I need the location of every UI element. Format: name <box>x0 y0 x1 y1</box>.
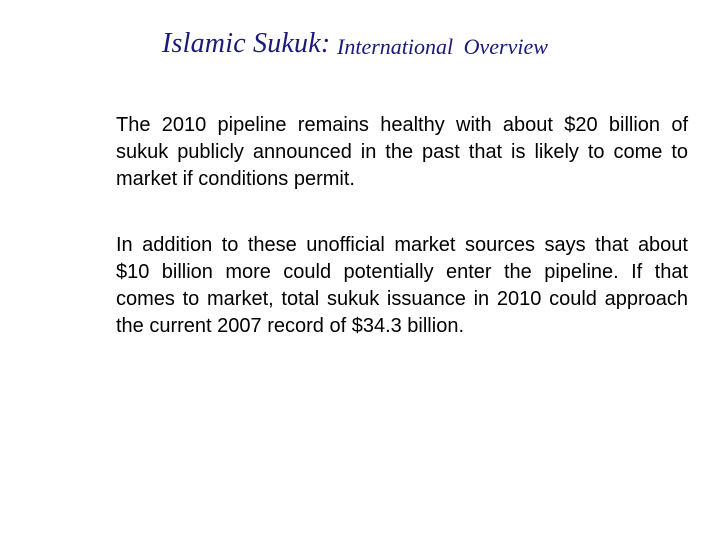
paragraph-pipeline: The 2010 pipeline remains healthy with about $20 billion of sukuk publicly announced in the past that is likely to come to market if conditions permit. <box>116 114 688 190</box>
title-main: Islamic Sukuk: <box>162 28 331 59</box>
title-subtitle: International Overview <box>337 34 548 59</box>
slide-title <box>0 24 720 68</box>
paragraph-issuance: In addition to these unofficial market sources says that about $10 billion more could potentially enter the pipeline. If that comes to market, total sukuk issuance in 2010 could approach the current 2007 record of $34.3 billion. <box>116 234 688 337</box>
